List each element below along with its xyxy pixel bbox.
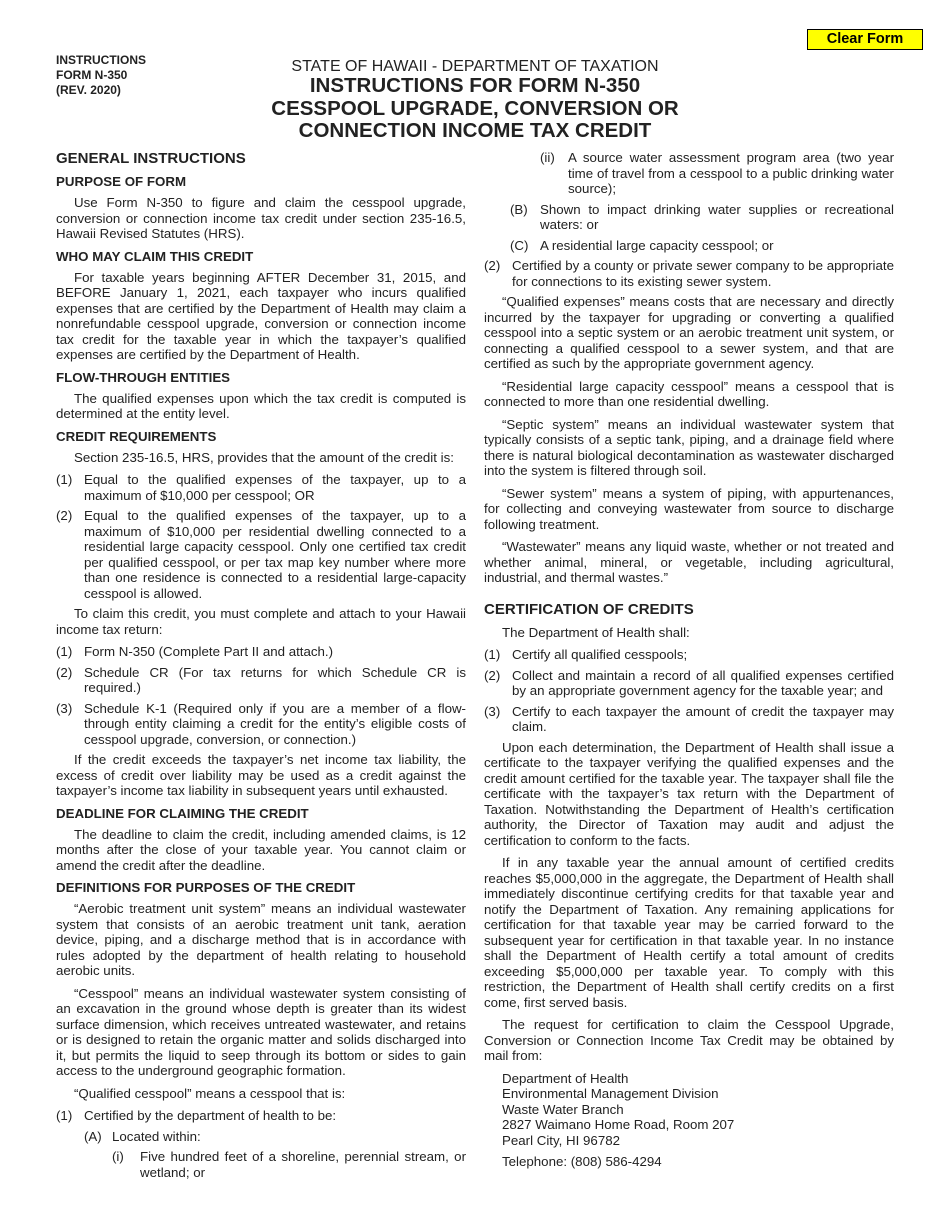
credit-requirements-heading: CREDIT REQUIREMENTS	[56, 428, 217, 444]
list-item: (2) Collect and maintain a record of all qualified expenses certified by an appropriate government agency for the taxable year; and	[484, 667, 894, 698]
list-item: (1) Certify all qualified cesspools;	[484, 647, 688, 662]
definitions-heading: DEFINITIONS FOR PURPOSES OF THE CREDIT	[56, 880, 356, 895]
certification-intro: The Department of Health shall:	[502, 624, 690, 640]
clear-form-button[interactable]: Clear Form	[807, 29, 923, 50]
definition-qualified-expenses: “Qualified expenses” means costs that are necessary and directly incurred by the taxpayer for upgrading or converting a qualified cesspool into a septic system or an aerobic treatment unit system, or connecting a qualified cesspool to a sewer system, and that are certified as such by the appropriate government agency.	[484, 294, 894, 371]
list-item: (1) Certified by the department of health to be:	[56, 1108, 337, 1123]
who-may-claim-text: For taxable years beginning AFTER December 31, 2015, and BEFORE January 1, 2021, each taxpayer who incurs qualified expenses that are certified by the Department of Health may claim a nonrefundable cesspool upgrade, conversion or connection income tax credit for the taxable year in which the taxpayer’s qualified expenses are certified by the Department of Health.	[56, 269, 466, 362]
title-line: CONNECTION INCOME TAX CREDIT	[298, 119, 652, 142]
left-column	[56, 150, 466, 1185]
general-instructions-heading: GENERAL INSTRUCTIONS	[56, 150, 246, 167]
certificate-issue-text: Upon each determination, the Department of Health shall issue a certificate to the taxpayer verifying the qualified expenses and the credit amount certified for the taxable year. The taxpayer shall file the certificate with the taxpayer’s tax return with the Department of Taxation. Notwithstanding the Department of Health’s certification authority, the Director of Taxation may audit and adjust the certification to conform to the facts.	[484, 739, 894, 848]
list-item: (A) Located within:	[84, 1128, 201, 1144]
form-id-line: FORM N-350	[56, 68, 128, 82]
form-identifier	[56, 53, 146, 98]
list-item: (i) Five hundred feet of a shoreline, perennial stream, or wetland; or	[112, 1149, 466, 1180]
form-id-line: INSTRUCTIONS	[56, 53, 146, 67]
purpose-heading: PURPOSE OF FORM	[56, 174, 187, 189]
address-line: Department of Health	[502, 1070, 629, 1086]
who-may-claim-heading: WHO MAY CLAIM THIS CREDIT	[56, 248, 254, 264]
title-line: CESSPOOL UPGRADE, CONVERSION OR	[271, 96, 679, 120]
address-line: 2827 Waimano Home Road, Room 207	[502, 1117, 735, 1132]
list-item: (1) Equal to the qualified expenses of the taxpayer, up to a maximum of $10,000 per cesspool; OR	[56, 472, 466, 503]
list-item: (2) Certified by a county or private sewer company to be appropriate for connections to its existing sewer system.	[484, 258, 894, 289]
list-item: (B) Shown to impact drinking water supplies or recreational waters: or	[510, 201, 894, 232]
definition-wastewater: “Wastewater” means any liquid waste, whether or not treated and whether animal, mineral, or vegetable, including agricultural, industrial, and thermal wastes.”	[484, 539, 894, 585]
list-item: (2) Schedule CR (For tax returns for which Schedule CR is required.)	[56, 664, 466, 695]
claim-intro: To claim this credit, you must complete and attach to your Hawaii income tax return:	[56, 606, 466, 637]
list-item: (ii) A source water assessment program area (two year time of travel from a cesspool to a public drinking water source);	[540, 150, 894, 196]
definition-septic-system: “Septic system” means an individual wastewater system that typically consists of a septic tank, piping, and a drainage field where there is natural biological decontamination as wastewater discharged into the system is filtered through soil.	[484, 416, 894, 478]
list-item: (1) Form N-350 (Complete Part II and attach.)	[56, 644, 334, 659]
requirements-intro: Section 235-16.5, HRS, provides that the amount of the credit is:	[74, 449, 454, 465]
annual-limit-text: If in any taxable year the annual amount of certified credits reaches $5,000,000 in the aggregate, the Department of Health shall immediately discontinue certifying credits for that taxable year and notify the Department of Taxation. Any remaining applications for certification for that taxable year may be carried forward to the subsequent year for certification in that taxable year. In no instance shall the Department of Health certify a total amount of credits exceeding $5,000,000 per taxable year. To comply with this restriction, the Department of Health shall certify credits on a first come, first served basis.	[484, 855, 894, 1010]
form-id-line: (REV. 2020)	[56, 83, 121, 97]
title-line: INSTRUCTIONS FOR FORM N-350	[309, 74, 641, 97]
definition-aerobic: “Aerobic treatment unit system” means an individual wastewater system that consists of an aerobic treatment unit tank, aeration device, piping, and a discharge method that is in accordance with rules adopted by the department of health relating to household aerobic units.	[56, 901, 466, 978]
telephone: Telephone: (808) 586-4294	[502, 1154, 662, 1169]
definition-cesspool: “Cesspool” means an individual wastewater system consisting of an excavation in the ground whose depth is greater than its widest surface dimension, which receives untreated wastewater, and retains or is designed to retain the organic matter and solids discharged into it, but permits the liquid to seep through its bottom or sides to gain access to the underground geographic formation.	[56, 985, 466, 1078]
address-line: Environmental Management Division	[502, 1086, 719, 1101]
list-item: (3) Certify to each taxpayer the amount of credit the taxpayer may claim.	[484, 703, 894, 734]
definition-sewer-system: “Sewer system” means a system of piping, with appurtenances, for collecting and conveying wastewater from source to discharge following treatment.	[484, 485, 894, 532]
list-item: (3) Schedule K-1 (Required only if you are a member of a flow-through entity claiming a credit for the entity’s eligible costs of cesspool upgrade, conversion, or connection.)	[56, 700, 466, 747]
deadline-heading: DEADLINE FOR CLAIMING THE CREDIT	[56, 805, 309, 821]
list-item: (C) A residential large capacity cesspool; or	[510, 237, 774, 253]
definition-qualified-cesspool: “Qualified cesspool” means a cesspool that is:	[74, 1085, 346, 1101]
document-header	[230, 58, 720, 143]
definition-residential-large-capacity: “Residential large capacity cesspool” means a cesspool that is connected to more than one residential dwelling.	[484, 378, 894, 409]
mailing-address	[484, 1071, 894, 1149]
list-item: (2) Equal to the qualified expenses of the taxpayer, up to a maximum of $10,000 per residential dwelling connected to a residential large capacity cesspool. Only one certified tax credit per qualified cesspool, or per tax map key number where more than one residence is connected to a residential large-capacity cesspool is allowed.	[56, 508, 466, 601]
address-line: Waste Water Branch	[502, 1101, 624, 1117]
right-column	[484, 150, 894, 1176]
flow-through-text: The qualified expenses upon which the tax credit is computed is determined at the entity level.	[56, 390, 466, 421]
agency-name: STATE OF HAWAII - DEPARTMENT OF TAXATION	[291, 58, 659, 75]
address-line: Pearl City, HI 96782	[502, 1132, 621, 1148]
purpose-text: Use Form N-350 to figure and claim the cesspool upgrade, conversion or connection income tax credit under section 235-16.5, Hawaii Revised Statutes (HRS).	[56, 195, 466, 241]
flow-through-heading: FLOW-THROUGH ENTITIES	[56, 369, 231, 385]
request-certification-text: The request for certification to claim the Cesspool Upgrade, Conversion or Connection Income Tax Credit may be obtained by mail from:	[484, 1017, 894, 1063]
deadline-text: The deadline to claim the credit, including amended claims, is 12 months after the close of your taxable year. You cannot claim or amend the credit after the deadline.	[56, 826, 466, 873]
certification-heading: CERTIFICATION OF CREDITS	[484, 600, 694, 618]
excess-credit-text: If the credit exceeds the taxpayer’s net income tax liability, the excess of credit over liability may be used as a credit against the taxpayer’s income tax liability in subsequent years until exhausted.	[56, 752, 466, 798]
